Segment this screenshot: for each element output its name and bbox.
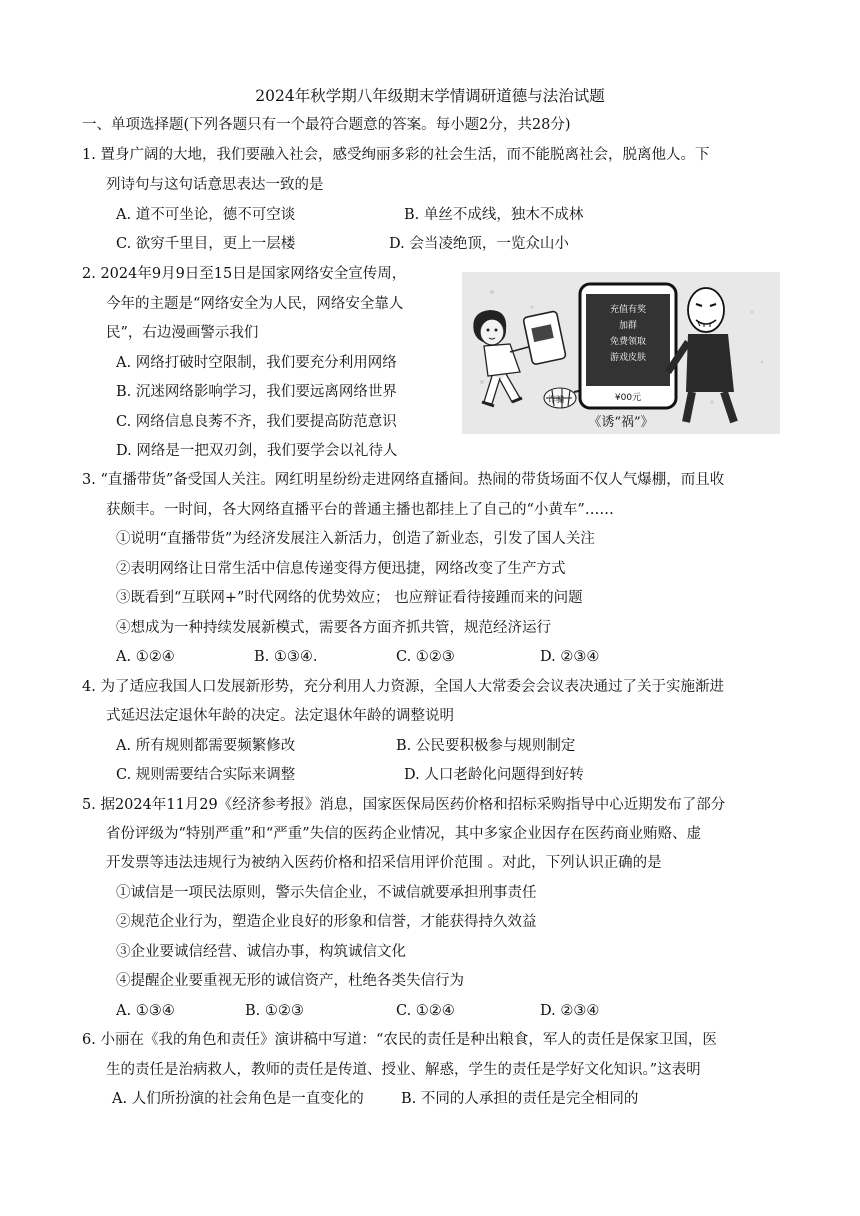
q5-option-b: B. ①②③	[245, 1003, 304, 1019]
cartoon-sign-line-3: 免费领取	[609, 337, 647, 347]
question-2-stem: 2. 2024年9月9日至15日是国家网络安全宣传周，	[82, 266, 407, 282]
q2-option-b: B. 沉迷网络影响学习，我们要远离网络世界	[116, 384, 397, 400]
q4-option-c: C. 规则需要结合实际来调整	[116, 767, 296, 783]
cartoon-tag-text: 诈骗	[548, 395, 564, 404]
q5-statement-3: ③企业要诚信经营、诚信办事，构筑诚信文化	[116, 944, 406, 960]
question-5-stem: 5. 据2024年11月29《经济参考报》消息，国家医保局医药价格和招标采购指导中心近期发布了部分	[82, 797, 726, 813]
q1-option-c: C. 欲穷千里目，更上一层楼	[116, 236, 296, 252]
q2-option-a: A. 网络打破时空限制，我们要充分利用网络	[116, 355, 397, 371]
question-2-stem-cont: 民”，右边漫画警示我们	[106, 325, 259, 341]
q3-option-d: D. ②③④	[540, 649, 600, 665]
question-5-stem-cont: 开发票等违法违规行为被纳入医药价格和招采信用评价范围 。对此，下列认识正确的是	[106, 855, 662, 871]
q6-option-b: B. 不同的人承担的责任是完全相同的	[401, 1091, 639, 1107]
q1-option-a: A. 道不可坐论，德不可空谈	[116, 207, 296, 223]
question-5-stem-cont: 省份评级为“特别严重”和“严重”失信的医药企业情况，其中多家企业因存在医药商业贿赂、虚	[106, 826, 702, 842]
question-6-stem: 6. 小丽在《我的角色和责任》演讲稿中写道：“农民的责任是种出粮食，军人的责任是保家卫国，医	[82, 1032, 717, 1048]
question-1-stem-cont: 列诗句与这句话意思表达一致的是	[106, 177, 324, 193]
q3-statement-2: ②表明网络让日常生活中信息传递变得方便迅捷，网络改变了生产方式	[116, 561, 566, 577]
q4-option-d: D. 人口老龄化问题得到好转	[404, 767, 584, 783]
big-phone	[580, 284, 676, 408]
q3-option-b: B. ①③④.	[254, 649, 318, 665]
q1-option-b: B. 单丝不成线，独木不成林	[404, 207, 584, 223]
question-6-stem-cont: 生的责任是治病救人，教师的责任是传道、授业、解惑，学生的责任是学好文化知识。”这表明	[106, 1062, 701, 1078]
cartoon-sign-line-2: 加群	[618, 321, 638, 331]
q4-option-a: A. 所有规则都需要频繁修改	[116, 738, 296, 754]
cartoon-caption: 《诱“祸”》	[588, 415, 654, 430]
section-heading: 一、单项选择题(下列各题只有一个最符合题意的答案。每小题2分，共28分)	[82, 117, 571, 133]
question-1-stem: 1. 置身广阔的大地，我们要融入社会，感受绚丽多彩的社会生活，而不能脱离社会，脱离他人。下	[82, 147, 710, 163]
q5-option-a: A. ①③④	[116, 1003, 175, 1019]
q1-option-d: D. 会当凌绝顶，一览众山小	[389, 236, 569, 252]
cartoon-sign-line-4: 游戏皮肤	[609, 353, 647, 363]
q3-statement-4: ④想成为一种持续发展新模式，需要各方面齐抓共管，规范经济运行	[116, 620, 551, 636]
cartoon-illustration	[462, 272, 780, 434]
q6-option-a: A. 人们所扮演的社会角色是一直变化的	[112, 1091, 364, 1107]
q5-statement-1: ①诚信是一项民法原则，警示失信企业，不诚信就要承担刑事责任	[116, 885, 537, 901]
question-3-stem-cont: 获颇丰。一时间，各大网络直播平台的普通主播也都挂上了自己的“小黄车”……	[106, 502, 614, 518]
q3-statement-3: ③既看到“互联网+”时代网络的优势效应； 也应辩证看待接踵而来的问题	[116, 590, 583, 606]
q3-option-a: A. ①②④	[116, 649, 175, 665]
q5-option-d: D. ②③④	[540, 1003, 600, 1019]
q2-option-c: C. 网络信息良莠不齐，我们要提高防范意识	[116, 414, 397, 430]
page-title: 2024年秋学期八年级期末学情调研道德与法治试题	[255, 87, 605, 105]
q3-option-c: C. ①②③	[396, 649, 455, 665]
q3-statement-1: ①说明“直播带货”为经济发展注入新活力，创造了新业态，引发了国人关注	[116, 531, 595, 547]
cartoon-sign-line-1: 充值有奖	[609, 305, 647, 315]
q5-statement-2: ②规范企业行为，塑造企业良好的形象和信誉，才能获得持久效益	[116, 914, 537, 930]
q5-statement-4: ④提醒企业要重视无形的诚信资产，杜绝各类失信行为	[116, 973, 464, 989]
q5-option-c: C. ①②④	[396, 1003, 455, 1019]
q4-option-b: B. 公民要积极参与规则制定	[396, 738, 576, 754]
q2-option-d: D. 网络是一把双刃剑，我们要学会以礼待人	[116, 443, 398, 459]
question-4-stem-cont: 式延迟法定退休年龄的决定。法定退休年龄的调整说明	[106, 708, 454, 724]
question-2-stem-cont: 今年的主题是“网络安全为人民，网络安全靠人	[106, 296, 404, 312]
question-4-stem: 4. 为了适应我国人口发展新形势，充分利用人力资源，全国人大常委会会议表决通过了关于实施渐进	[82, 679, 724, 695]
question-3-stem: 3. “直播带货”备受国人关注。网红明星纷纷走进网络直播间。热闹的带货场面不仅人气爆棚，而且收	[82, 472, 725, 488]
cartoon-price-text: ¥00元	[614, 393, 642, 403]
